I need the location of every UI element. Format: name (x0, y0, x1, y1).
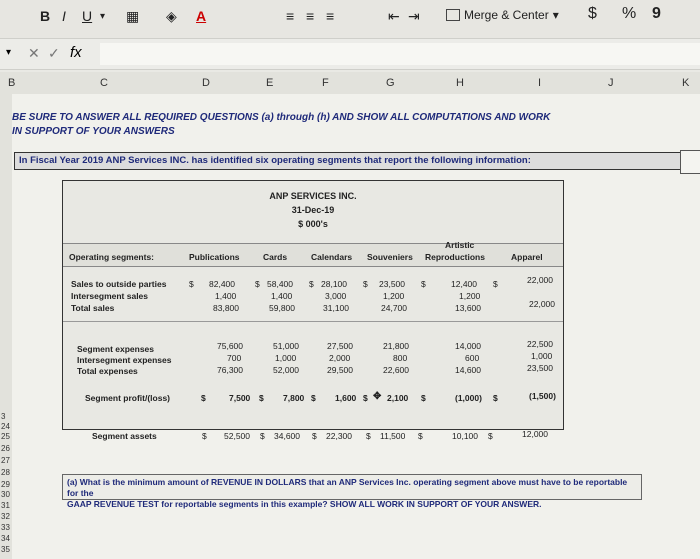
segment-artistic-bottom: Reproductions (425, 252, 485, 262)
column-header[interactable]: G (386, 77, 395, 89)
question-a (62, 474, 642, 509)
row-header[interactable]: 26 (1, 444, 10, 453)
row-headers (0, 94, 12, 559)
row-header[interactable]: 32 (1, 512, 10, 521)
cell-value[interactable]: 34,600 (274, 431, 300, 441)
cell-value[interactable]: 13,600 (455, 303, 481, 313)
fill-color-icon[interactable]: ◈ (166, 8, 177, 24)
cell-value[interactable]: 76,300 (217, 365, 243, 375)
column-header[interactable]: C (100, 77, 108, 89)
chevron-down-icon: ▾ (552, 8, 559, 22)
row-label-total-sales: Total sales (71, 303, 115, 313)
segment-publications: Publications (189, 252, 240, 262)
header-row (63, 240, 563, 267)
question-line2: GAAP REVENUE TEST for reportable segments in this example? SHOW ALL WORK IN SUPPORT OF YOUR ANSWER. (67, 499, 542, 509)
column-header[interactable]: F (322, 77, 329, 89)
cell-value[interactable]: 10,100 (452, 431, 478, 441)
column-header[interactable]: K (682, 77, 690, 89)
row-label-outside: Sales to outside parties (71, 279, 167, 289)
increase-indent-icon[interactable]: ⇥ (408, 8, 420, 24)
segment-artistic-top: Artistic (445, 240, 475, 250)
cell-value[interactable]: (1,500) (529, 391, 556, 401)
cell-value[interactable]: 58,400 (267, 279, 293, 289)
column-header[interactable]: D (202, 77, 210, 89)
segment-calendars: Calendars (311, 252, 353, 262)
merge-icon (446, 9, 460, 21)
dollar-sign: $ (202, 431, 207, 441)
cell-value[interactable]: 14,600 (455, 365, 481, 375)
cancel-icon[interactable]: ✕ (28, 45, 40, 61)
cell-value[interactable]: 1,000 (275, 353, 297, 363)
row-header[interactable]: 24 (1, 422, 10, 431)
column-header[interactable]: J (608, 77, 614, 89)
cell-value[interactable]: 31,100 (323, 303, 349, 313)
cursor-crosshair-icon: ✥ (373, 391, 382, 402)
dollar-sign: $ (363, 279, 368, 289)
row-header[interactable]: 27 (1, 456, 10, 465)
row-label-total-exp: Total expenses (77, 366, 138, 376)
cell-value[interactable]: 83,800 (213, 303, 239, 313)
align-center-icon[interactable]: ≡ (306, 8, 315, 24)
dollar-sign: $ (366, 431, 371, 441)
cell-value[interactable]: 1,200 (459, 291, 481, 301)
row-header[interactable]: 34 (1, 534, 10, 543)
cell-value[interactable]: 23,500 (379, 279, 405, 289)
chevron-down-icon[interactable]: ▾ (100, 11, 106, 22)
header-label: Operating segments: (69, 252, 155, 262)
dollar-sign: $ (418, 431, 423, 441)
cell-value[interactable]: 52,000 (273, 365, 299, 375)
italic-button[interactable]: I (62, 8, 66, 24)
dollar-sign: $ (260, 431, 265, 441)
column-headers (0, 72, 700, 95)
segment-apparel: Apparel (511, 252, 543, 262)
column-header[interactable]: B (8, 77, 16, 89)
align-right-icon[interactable]: ≡ (326, 8, 335, 24)
cell-value[interactable]: 22,000 (529, 299, 555, 309)
cell-value[interactable]: 29,500 (327, 365, 353, 375)
formula-input[interactable] (100, 43, 700, 65)
cell-value[interactable]: 700 (227, 353, 242, 363)
cell-value[interactable]: 1,400 (215, 291, 237, 301)
row-label-assets: Segment assets (92, 431, 157, 441)
dollar-sign: $ (255, 279, 260, 289)
cell-value[interactable]: 59,800 (269, 303, 295, 313)
row-header[interactable]: 35 (1, 545, 10, 554)
align-left-icon[interactable]: ≡ (286, 8, 295, 24)
enter-icon[interactable]: ✓ (48, 45, 60, 61)
formula-bar (0, 39, 700, 70)
row-header[interactable]: 3 (1, 412, 6, 421)
cell-value[interactable]: 2,100 (387, 393, 409, 403)
cell-value[interactable]: 12,400 (451, 279, 477, 289)
cell-value[interactable]: 21,800 (383, 341, 409, 351)
cell-value[interactable]: 1,400 (271, 291, 293, 301)
cell-value[interactable]: 1,600 (335, 393, 357, 403)
table-date: 31-Dec-19 (291, 205, 335, 215)
borders-icon[interactable]: ▦ (126, 8, 140, 24)
ribbon-toolbar (0, 0, 700, 39)
cell-value[interactable]: 1,200 (383, 291, 405, 301)
cell-value[interactable]: 22,300 (326, 431, 352, 441)
cell-value[interactable]: 82,400 (209, 279, 235, 289)
row-header[interactable]: 33 (1, 523, 10, 532)
cell-value[interactable]: 800 (393, 353, 408, 363)
segment-souveniers: Souveniers (367, 252, 413, 262)
cell-value[interactable]: 11,500 (380, 431, 406, 441)
cell-value[interactable]: 51,000 (273, 341, 299, 351)
row-label-intersegment: Intersegment sales (71, 291, 149, 301)
merge-center-button[interactable]: Merge & Center ▾ (446, 6, 559, 24)
column-header[interactable]: E (266, 77, 274, 89)
row-header[interactable]: 29 (1, 480, 10, 489)
cell-value[interactable]: 22,000 (527, 275, 553, 285)
cell-value[interactable]: 28,100 (321, 279, 347, 289)
cell-value[interactable]: 75,600 (217, 341, 243, 351)
bold-button[interactable]: B (40, 8, 51, 24)
font-color-icon[interactable]: A (196, 8, 207, 24)
table-title: ANP SERVICES INC. (269, 191, 357, 201)
cell-value[interactable]: 600 (465, 353, 480, 363)
cell-value[interactable]: 52,500 (224, 431, 250, 441)
dollar-sign: $ (421, 393, 426, 403)
dollar-sign: $ (311, 393, 316, 403)
divider (63, 321, 563, 322)
row-header[interactable]: 30 (1, 490, 10, 499)
info-banner: In Fiscal Year 2019 ANP Services INC. has identified six operating segments that report the following information: (14, 152, 690, 170)
cell-value[interactable]: 27,500 (327, 341, 353, 351)
instructions-line2: IN SUPPORT OF YOUR ANSWERS (12, 126, 175, 137)
cell-value[interactable]: 23,500 (527, 363, 553, 373)
currency-button[interactable]: $ (588, 5, 597, 22)
dollar-sign: $ (421, 279, 426, 289)
question-line1: (a) What is the minimum amount of REVENUE IN DOLLARS that an ANP Services Inc. operating segment above must have to be reportable for the (67, 477, 628, 498)
column-header[interactable]: I (538, 77, 542, 89)
column-header[interactable]: H (456, 77, 464, 89)
dollar-sign: $ (259, 393, 264, 403)
segment-table (62, 180, 564, 430)
fx-icon[interactable]: fx (70, 44, 82, 61)
cell-value[interactable]: 24,700 (381, 303, 407, 313)
cell-value[interactable]: 7,800 (283, 393, 305, 403)
row-header[interactable]: 28 (1, 468, 10, 477)
dollar-sign: $ (201, 393, 206, 403)
cell-value[interactable]: 12,000 (522, 429, 548, 439)
percent-button[interactable]: % (622, 5, 637, 22)
cell-value[interactable]: 3,000 (325, 291, 347, 301)
row-label-inter-exp: Intersegment expenses (77, 355, 172, 365)
cell-value[interactable]: 22,500 (527, 339, 553, 349)
dollar-sign: $ (493, 393, 498, 403)
cell-value[interactable]: 1,000 (531, 351, 553, 361)
table-units: $ 000's (298, 219, 328, 229)
cell-value[interactable]: 2,000 (329, 353, 351, 363)
dollar-sign: $ (363, 393, 368, 403)
cell-value[interactable]: (1,000) (455, 393, 482, 403)
dollar-sign: $ (312, 431, 317, 441)
dollar-sign: $ (189, 279, 194, 289)
name-box-chevron-icon[interactable]: ▾ (6, 47, 12, 58)
comma-button[interactable]: 9 (652, 5, 661, 22)
dollar-sign: $ (488, 431, 493, 441)
decrease-indent-icon[interactable]: ⇤ (388, 8, 400, 24)
row-header[interactable]: 25 (1, 432, 10, 441)
instructions-line1: BE SURE TO ANSWER ALL REQUIRED QUESTIONS (a) through (h) AND SHOW ALL COMPUTATIONS AND WORK (12, 112, 551, 123)
row-label-seg-exp: Segment expenses (77, 344, 155, 354)
dollar-sign: $ (309, 279, 314, 289)
dollar-sign: $ (493, 279, 498, 289)
segment-cards: Cards (263, 252, 288, 262)
row-header[interactable]: 31 (1, 501, 10, 510)
cell-value[interactable]: 7,500 (229, 393, 251, 403)
underline-button[interactable]: U (82, 8, 93, 24)
page-icon (680, 150, 700, 174)
cell-value[interactable]: 14,000 (455, 341, 481, 351)
cell-value[interactable]: 22,600 (383, 365, 409, 375)
row-label-profit: Segment profit/(loss) (85, 393, 171, 403)
